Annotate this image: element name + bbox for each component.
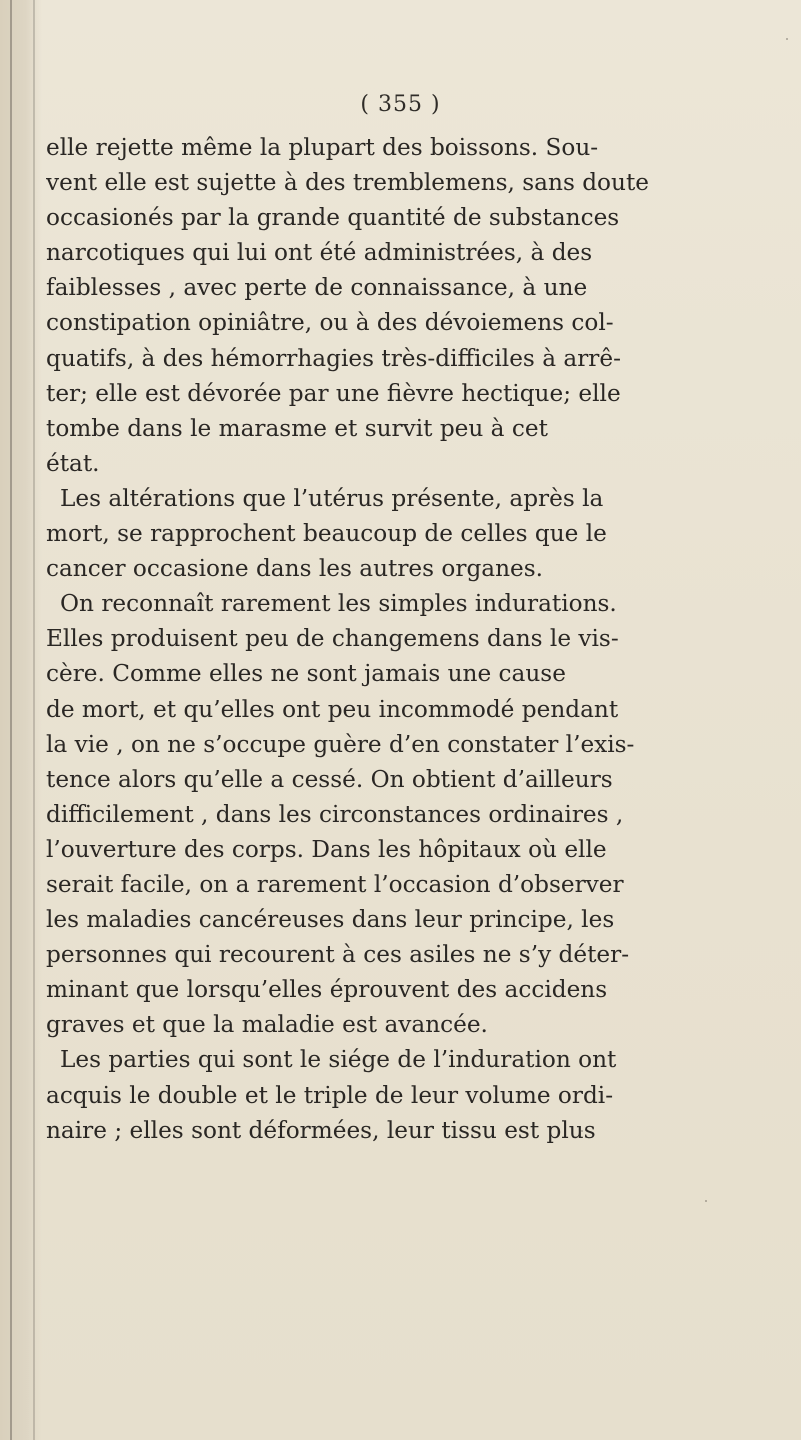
text-line: vent elle est sujette à des tremblemens, sans doute bbox=[46, 169, 649, 197]
text-line: naire ; elles sont déformées, leur tissu est plus bbox=[46, 1116, 596, 1144]
text-line: quatifs, à des hémorrhagies très-difficiles à arrê- bbox=[46, 344, 621, 372]
text-line: ter; elle est dévorée par une fièvre hectique; elle bbox=[46, 379, 621, 407]
text-line: acquis le double et le triple de leur volume ordi- bbox=[46, 1081, 614, 1109]
text-line: cère. Comme elles ne sont jamais une cause bbox=[46, 660, 566, 688]
text-line: Elles produisent peu de changemens dans le vis- bbox=[46, 625, 619, 653]
text-line: minant que lorsqu’elles éprouvent des accidens bbox=[46, 976, 608, 1004]
paper-speck bbox=[705, 1200, 707, 1202]
paragraph-start-line: Les altérations que l’utérus présente, après la bbox=[60, 484, 604, 512]
text-line: tence alors qu’elle a cessé. On obtient d’ailleurs bbox=[46, 765, 613, 793]
text-line: personnes qui recourent à ces asiles ne s’y déter- bbox=[46, 941, 630, 969]
page-number: ( 355 ) bbox=[360, 92, 441, 117]
paragraph-start-line: On reconnaît rarement les simples indurations. bbox=[60, 590, 617, 618]
text-line: difficilement , dans les circonstances ordinaires , bbox=[46, 800, 624, 828]
text-line: serait facile, on a rarement l’occasion d’observer bbox=[46, 870, 624, 898]
gutter-edge-line bbox=[33, 0, 35, 1440]
text-line: constipation opiniâtre, ou à des dévoiemens col- bbox=[46, 309, 614, 337]
text-line: de mort, et qu’elles ont peu incommodé pendant bbox=[46, 695, 619, 723]
paper-speck bbox=[581, 1130, 583, 1132]
gutter-edge-line bbox=[10, 0, 12, 1440]
text-line: narcotiques qui lui ont été administrées, à des bbox=[46, 239, 593, 267]
binding-gutter bbox=[0, 0, 42, 1440]
text-line: elle rejette même la plupart des boissons. Sou- bbox=[46, 134, 599, 161]
text-line: l’ouverture des corps. Dans les hôpitaux où elle bbox=[46, 835, 607, 863]
text-line: occasionés par la grande quantité de substances bbox=[46, 204, 620, 232]
text-line: la vie , on ne s’occupe guère d’en constater l’exis- bbox=[46, 730, 635, 758]
paper-speck bbox=[786, 38, 788, 40]
text-line: tombe dans le marasme et survit peu à cet bbox=[46, 414, 548, 442]
text-line: faiblesses , avec perte de connaissance, à une bbox=[46, 274, 588, 302]
paragraph-start-line: Les parties qui sont le siége de l’induration ont bbox=[60, 1046, 617, 1074]
text-line: état. bbox=[46, 449, 100, 477]
text-line: graves et que la maladie est avancée. bbox=[46, 1011, 488, 1039]
text-line: cancer occasione dans les autres organes. bbox=[46, 555, 544, 583]
text-line: mort, se rapprochent beaucoup de celles que le bbox=[46, 520, 607, 548]
body-text bbox=[46, 130, 776, 1148]
text-line: les maladies cancéreuses dans leur principe, les bbox=[46, 906, 615, 934]
